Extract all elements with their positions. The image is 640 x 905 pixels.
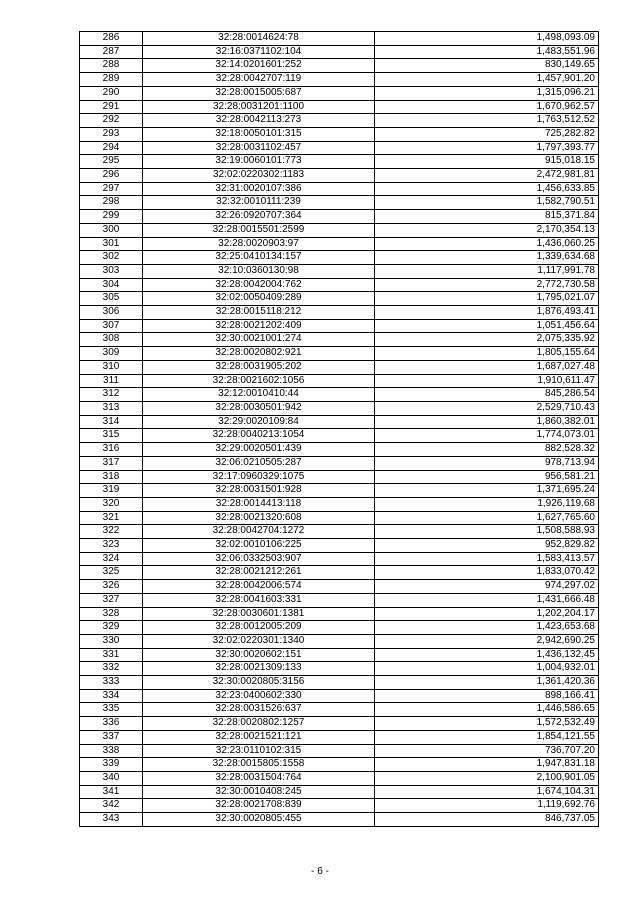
cadastral-number-cell: 32:06:0210505:287 — [143, 456, 375, 470]
cadastral-number-cell: 32:32:0010111:239 — [143, 196, 375, 210]
value-cell: 830,149.65 — [375, 59, 599, 73]
row-number-cell: 334 — [80, 689, 143, 703]
table-row — [80, 758, 599, 772]
value-cell: 1,456,633.85 — [375, 182, 599, 196]
cadastral-number-cell: 32:28:0040213:1054 — [143, 429, 375, 443]
cadastral-number-cell: 32:28:0014624:78 — [143, 32, 375, 46]
value-cell: 725,282.82 — [375, 127, 599, 141]
value-cell: 1,339,634.68 — [375, 251, 599, 265]
cadastral-number-cell: 32:28:0015501:2599 — [143, 223, 375, 237]
value-cell: 1,572,532.49 — [375, 717, 599, 731]
table-row — [80, 703, 599, 717]
cadastral-number-cell: 32:28:0021521:121 — [143, 730, 375, 744]
table-row — [80, 580, 599, 594]
table-row — [80, 676, 599, 690]
cadastral-number-cell: 32:28:0042006:574 — [143, 580, 375, 594]
row-number-cell: 301 — [80, 237, 143, 251]
table-row — [80, 114, 599, 128]
table-row — [80, 539, 599, 553]
value-cell: 1,371,695.24 — [375, 484, 599, 498]
cadastral-number-cell: 32:28:0031102:457 — [143, 141, 375, 155]
value-cell: 846,737.05 — [375, 813, 599, 827]
table-row — [80, 648, 599, 662]
table-row — [80, 45, 599, 59]
cadastral-number-cell: 32:28:0021212:261 — [143, 566, 375, 580]
value-cell: 1,876,493.41 — [375, 306, 599, 320]
cadastral-number-cell: 32:06:0332503:907 — [143, 552, 375, 566]
cadastral-number-cell: 32:31:0020107:386 — [143, 182, 375, 196]
value-cell: 2,170,354.13 — [375, 223, 599, 237]
value-cell: 1,687,027.48 — [375, 360, 599, 374]
cadastral-number-cell: 32:28:0031201:1100 — [143, 100, 375, 114]
cadastral-number-cell: 32:28:0042004:762 — [143, 278, 375, 292]
row-number-cell: 296 — [80, 169, 143, 183]
table-row — [80, 141, 599, 155]
cadastral-number-cell: 32:28:0020903:97 — [143, 237, 375, 251]
value-cell: 1,498,093.09 — [375, 32, 599, 46]
cadastral-number-cell: 32:28:0031526:637 — [143, 703, 375, 717]
table-row — [80, 155, 599, 169]
value-cell: 2,075,335.92 — [375, 333, 599, 347]
row-number-cell: 308 — [80, 333, 143, 347]
table-row — [80, 374, 599, 388]
table-row — [80, 662, 599, 676]
table-body — [80, 32, 599, 827]
value-cell: 1,423,653.68 — [375, 621, 599, 635]
cadastral-number-cell: 32:28:0031501:928 — [143, 484, 375, 498]
row-number-cell: 294 — [80, 141, 143, 155]
table-row — [80, 443, 599, 457]
table-row — [80, 566, 599, 580]
table-row — [80, 552, 599, 566]
value-cell: 1,436,132.45 — [375, 648, 599, 662]
row-number-cell: 304 — [80, 278, 143, 292]
table-row — [80, 210, 599, 224]
table-row — [80, 607, 599, 621]
table-row — [80, 388, 599, 402]
row-number-cell: 299 — [80, 210, 143, 224]
row-number-cell: 325 — [80, 566, 143, 580]
value-cell: 1,860,382.01 — [375, 415, 599, 429]
row-number-cell: 293 — [80, 127, 143, 141]
value-cell: 1,926,119.68 — [375, 497, 599, 511]
value-cell: 845,286.54 — [375, 388, 599, 402]
table-row — [80, 360, 599, 374]
table-row — [80, 497, 599, 511]
cadastral-number-cell: 32:30:0010408:245 — [143, 785, 375, 799]
row-number-cell: 302 — [80, 251, 143, 265]
value-cell: 1,431,666.48 — [375, 593, 599, 607]
cadastral-number-cell: 32:10:0360130:98 — [143, 264, 375, 278]
cadastral-number-cell: 32:18:0050101:315 — [143, 127, 375, 141]
value-cell: 1,315,096.21 — [375, 86, 599, 100]
row-number-cell: 312 — [80, 388, 143, 402]
table-row — [80, 470, 599, 484]
cadastral-number-cell: 32:23:0400602:330 — [143, 689, 375, 703]
value-cell: 974,297.02 — [375, 580, 599, 594]
value-cell: 1,805,155.64 — [375, 347, 599, 361]
row-number-cell: 337 — [80, 730, 143, 744]
table-row — [80, 799, 599, 813]
row-number-cell: 298 — [80, 196, 143, 210]
cadastral-number-cell: 32:30:0020805:455 — [143, 813, 375, 827]
row-number-cell: 310 — [80, 360, 143, 374]
table-row — [80, 771, 599, 785]
row-number-cell: 318 — [80, 470, 143, 484]
table-row — [80, 319, 599, 333]
cadastral-number-cell: 32:16:0371102:104 — [143, 45, 375, 59]
table-row — [80, 689, 599, 703]
value-cell: 1,854,121.55 — [375, 730, 599, 744]
cadastral-number-cell: 32:28:0030601:1381 — [143, 607, 375, 621]
row-number-cell: 333 — [80, 676, 143, 690]
table-row — [80, 456, 599, 470]
cadastral-number-cell: 32:28:0041603:331 — [143, 593, 375, 607]
row-number-cell: 326 — [80, 580, 143, 594]
row-number-cell: 319 — [80, 484, 143, 498]
row-number-cell: 289 — [80, 73, 143, 87]
cadastral-number-cell: 32:28:0015118:212 — [143, 306, 375, 320]
table-row — [80, 429, 599, 443]
table-row — [80, 223, 599, 237]
row-number-cell: 336 — [80, 717, 143, 731]
value-cell: 2,529,710.43 — [375, 401, 599, 415]
cadastral-number-cell: 32:28:0042113:273 — [143, 114, 375, 128]
row-number-cell: 342 — [80, 799, 143, 813]
row-number-cell: 323 — [80, 539, 143, 553]
row-number-cell: 307 — [80, 319, 143, 333]
cadastral-number-cell: 32:28:0020802:921 — [143, 347, 375, 361]
cadastral-number-cell: 32:28:0030501:942 — [143, 401, 375, 415]
value-cell: 1,582,790.51 — [375, 196, 599, 210]
row-number-cell: 335 — [80, 703, 143, 717]
row-number-cell: 311 — [80, 374, 143, 388]
row-number-cell: 292 — [80, 114, 143, 128]
value-cell: 2,942,690.25 — [375, 634, 599, 648]
value-cell: 1,627,765.60 — [375, 511, 599, 525]
table-row — [80, 278, 599, 292]
page-number: - 6 - — [311, 866, 329, 877]
value-cell: 1,947,831.18 — [375, 758, 599, 772]
row-number-cell: 309 — [80, 347, 143, 361]
row-number-cell: 343 — [80, 813, 143, 827]
cadastral-number-cell: 32:02:0220301:1340 — [143, 634, 375, 648]
table-row — [80, 292, 599, 306]
row-number-cell: 320 — [80, 497, 143, 511]
cadastral-number-cell: 32:26:0920707:364 — [143, 210, 375, 224]
table-row — [80, 86, 599, 100]
value-cell: 898,166.41 — [375, 689, 599, 703]
table-row — [80, 484, 599, 498]
cadastral-number-cell: 32:19:0060101:773 — [143, 155, 375, 169]
table-row — [80, 593, 599, 607]
cadastral-number-cell: 32:28:0020802:1257 — [143, 717, 375, 731]
cadastral-number-cell: 32:29:0020109:84 — [143, 415, 375, 429]
row-number-cell: 327 — [80, 593, 143, 607]
row-number-cell: 330 — [80, 634, 143, 648]
row-number-cell: 290 — [80, 86, 143, 100]
cadastral-number-cell: 32:02:0050409:289 — [143, 292, 375, 306]
row-number-cell: 321 — [80, 511, 143, 525]
row-number-cell: 288 — [80, 59, 143, 73]
row-number-cell: 286 — [80, 32, 143, 46]
row-number-cell: 287 — [80, 45, 143, 59]
cadastral-number-cell: 32:28:0031504:764 — [143, 771, 375, 785]
value-cell: 1,674,104.31 — [375, 785, 599, 799]
cadastral-number-cell: 32:28:0015005:687 — [143, 86, 375, 100]
value-cell: 956,581.21 — [375, 470, 599, 484]
cadastral-number-cell: 32:28:0021320:608 — [143, 511, 375, 525]
value-cell: 882,528.32 — [375, 443, 599, 457]
row-number-cell: 331 — [80, 648, 143, 662]
table-row — [80, 347, 599, 361]
row-number-cell: 314 — [80, 415, 143, 429]
table-row — [80, 237, 599, 251]
row-number-cell: 297 — [80, 182, 143, 196]
cadastral-number-cell: 32:28:0012005:209 — [143, 621, 375, 635]
cadastral-number-cell: 32:30:0021001:274 — [143, 333, 375, 347]
table-row — [80, 182, 599, 196]
table-row — [80, 32, 599, 46]
value-cell: 978,713.94 — [375, 456, 599, 470]
cadastral-number-cell: 32:28:0042704:1272 — [143, 525, 375, 539]
value-cell: 1,483,551.96 — [375, 45, 599, 59]
row-number-cell: 338 — [80, 744, 143, 758]
cadastral-value-table — [79, 31, 599, 827]
value-cell: 1,436,060.25 — [375, 237, 599, 251]
table-row — [80, 169, 599, 183]
value-cell: 1,051,456.64 — [375, 319, 599, 333]
row-number-cell: 332 — [80, 662, 143, 676]
cadastral-number-cell: 32:28:0015805:1558 — [143, 758, 375, 772]
cadastral-number-cell: 32:28:0021202:409 — [143, 319, 375, 333]
row-number-cell: 295 — [80, 155, 143, 169]
cadastral-number-cell: 32:30:0020602:151 — [143, 648, 375, 662]
row-number-cell: 339 — [80, 758, 143, 772]
table-row — [80, 59, 599, 73]
value-cell: 1,457,901.20 — [375, 73, 599, 87]
value-cell: 2,100,901.05 — [375, 771, 599, 785]
value-cell: 1,508,588.93 — [375, 525, 599, 539]
table-row — [80, 73, 599, 87]
value-cell: 1,833,070.42 — [375, 566, 599, 580]
value-cell: 1,361,420.36 — [375, 676, 599, 690]
table-row — [80, 744, 599, 758]
row-number-cell: 340 — [80, 771, 143, 785]
value-cell: 1,774,073.01 — [375, 429, 599, 443]
row-number-cell: 306 — [80, 306, 143, 320]
table-row — [80, 525, 599, 539]
table-row — [80, 717, 599, 731]
value-cell: 2,472,981.81 — [375, 169, 599, 183]
cadastral-number-cell: 32:28:0031905:202 — [143, 360, 375, 374]
cadastral-number-cell: 32:28:0014413:118 — [143, 497, 375, 511]
table-row — [80, 264, 599, 278]
value-cell: 1,763,512.52 — [375, 114, 599, 128]
row-number-cell: 328 — [80, 607, 143, 621]
table-row — [80, 511, 599, 525]
row-number-cell: 324 — [80, 552, 143, 566]
row-number-cell: 329 — [80, 621, 143, 635]
cadastral-number-cell: 32:23:0110102:315 — [143, 744, 375, 758]
row-number-cell: 316 — [80, 443, 143, 457]
cadastral-number-cell: 32:28:0021708:839 — [143, 799, 375, 813]
table-row — [80, 333, 599, 347]
cadastral-number-cell: 32:17:0960329:1075 — [143, 470, 375, 484]
table-row — [80, 730, 599, 744]
value-cell: 915,018.15 — [375, 155, 599, 169]
cadastral-number-cell: 32:28:0021602:1056 — [143, 374, 375, 388]
value-cell: 1,910,611.47 — [375, 374, 599, 388]
value-cell: 1,795,021.07 — [375, 292, 599, 306]
cadastral-number-cell: 32:02:0010106:225 — [143, 539, 375, 553]
row-number-cell: 315 — [80, 429, 143, 443]
cadastral-number-cell: 32:28:0021309:133 — [143, 662, 375, 676]
table-row — [80, 196, 599, 210]
cadastral-number-cell: 32:30:0020805:3156 — [143, 676, 375, 690]
row-number-cell: 303 — [80, 264, 143, 278]
value-cell: 1,117,991.78 — [375, 264, 599, 278]
value-cell: 1,202,204.17 — [375, 607, 599, 621]
row-number-cell: 322 — [80, 525, 143, 539]
value-cell: 2,772,730.58 — [375, 278, 599, 292]
cadastral-number-cell: 32:28:0042707:119 — [143, 73, 375, 87]
row-number-cell: 317 — [80, 456, 143, 470]
table-row — [80, 251, 599, 265]
value-cell: 1,004,932.01 — [375, 662, 599, 676]
value-cell: 1,797,393.77 — [375, 141, 599, 155]
table-row — [80, 306, 599, 320]
cadastral-number-cell: 32:29:0020501:439 — [143, 443, 375, 457]
row-number-cell: 300 — [80, 223, 143, 237]
table-row — [80, 401, 599, 415]
value-cell: 815,371.84 — [375, 210, 599, 224]
table-row — [80, 634, 599, 648]
table-row — [80, 785, 599, 799]
value-cell: 736,707.20 — [375, 744, 599, 758]
row-number-cell: 291 — [80, 100, 143, 114]
table-row — [80, 127, 599, 141]
row-number-cell: 341 — [80, 785, 143, 799]
value-cell: 1,670,962.57 — [375, 100, 599, 114]
table-row — [80, 813, 599, 827]
table-row — [80, 415, 599, 429]
table-row — [80, 621, 599, 635]
cadastral-number-cell: 32:02:0220302:1183 — [143, 169, 375, 183]
row-number-cell: 313 — [80, 401, 143, 415]
cadastral-number-cell: 32:12:0010410:44 — [143, 388, 375, 402]
value-cell: 1,446,586.65 — [375, 703, 599, 717]
row-number-cell: 305 — [80, 292, 143, 306]
value-cell: 952,829.82 — [375, 539, 599, 553]
cadastral-number-cell: 32:25:0410134:157 — [143, 251, 375, 265]
cadastral-number-cell: 32:14:0201601:252 — [143, 59, 375, 73]
value-cell: 1,119,692.76 — [375, 799, 599, 813]
value-cell: 1,583,413.57 — [375, 552, 599, 566]
table-row — [80, 100, 599, 114]
